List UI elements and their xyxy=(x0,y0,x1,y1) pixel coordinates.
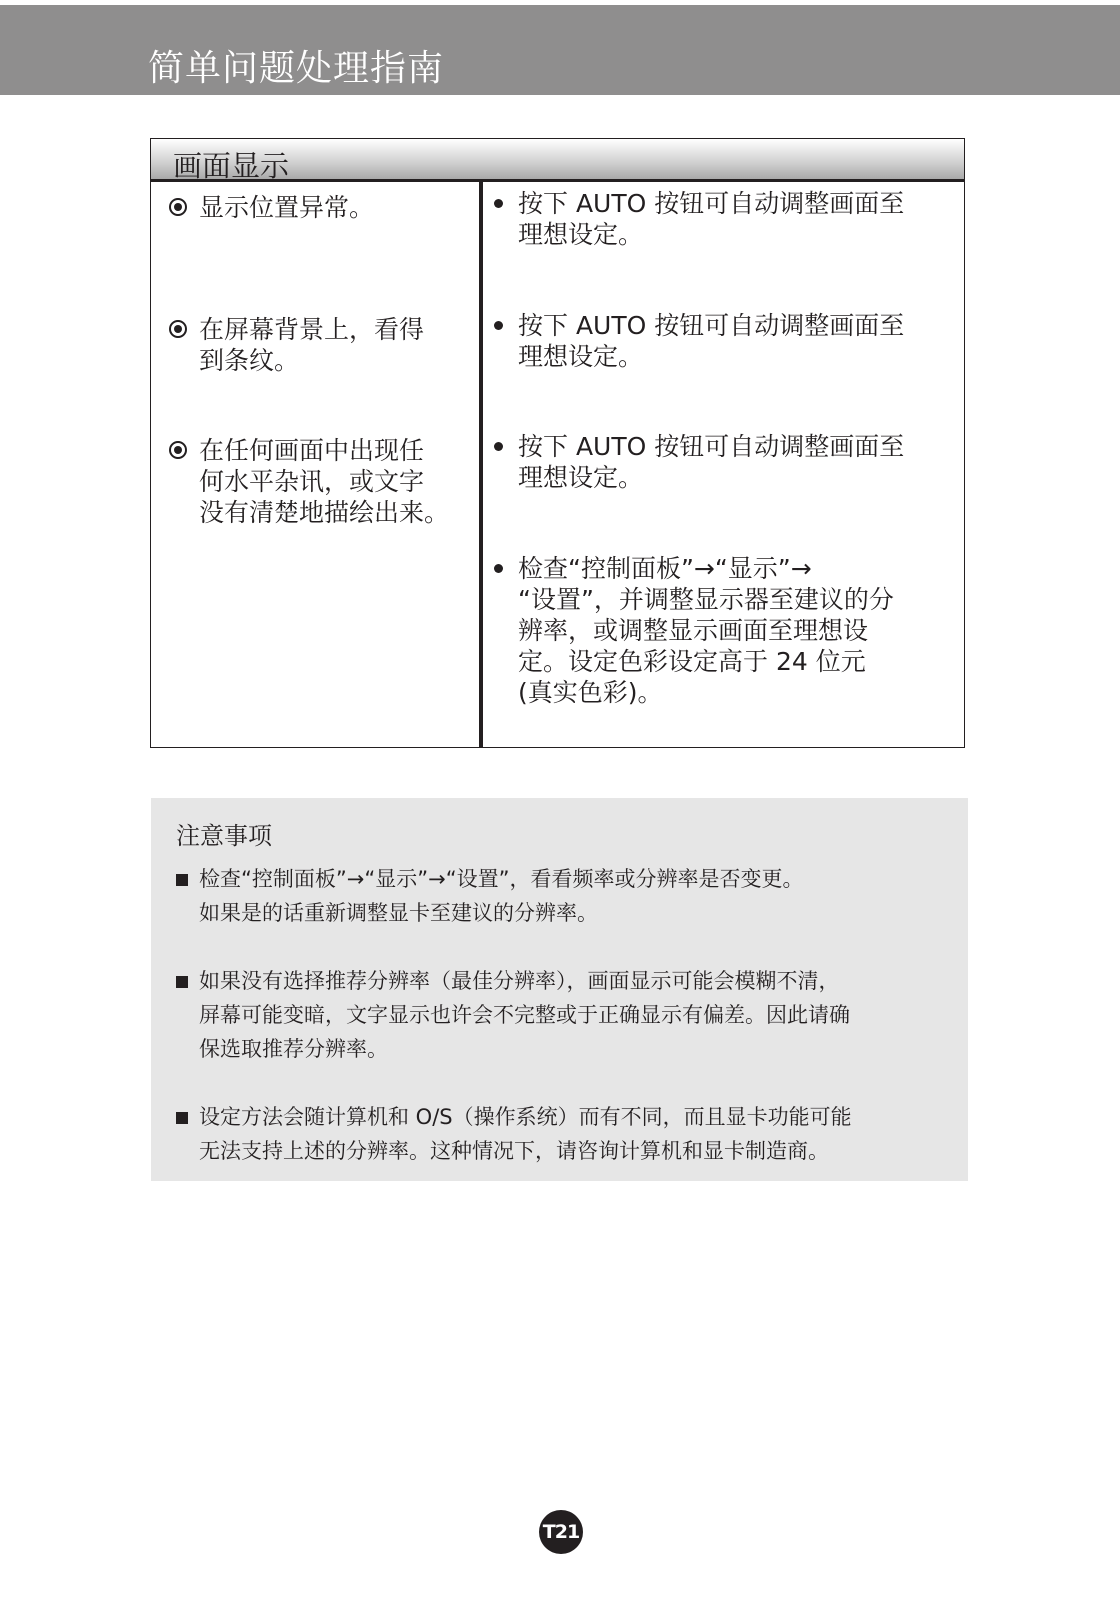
bullet-square-icon xyxy=(176,976,188,988)
solution-text: 按下 AUTO 按钮可自动调整画面至 理想设定。 xyxy=(518,311,905,371)
note-text: 设定方法会随计算机和 O/S（操作系统）而有不同，而且显卡功能可能 无法支持上述的分辨率。这种情况下，请咨询计算机和显卡制造商。 xyxy=(199,1105,852,1163)
bullet-square-icon xyxy=(176,874,188,886)
symptom-text: 在屏幕背景上，看得 到条纹。 xyxy=(199,315,425,375)
note-text: 检查“控制面板”→“显示”→“设置”，看看频率或分辨率是否变更。 如果是的话重新调整显卡至建议的分辨率。 xyxy=(199,867,804,925)
note-text: 如果没有选择推荐分辨率（最佳分辨率），画面显示可能会模糊不清， 屏幕可能变暗，文字显示也许会不完整或于正确显示有偏差。因此请确 保选取推荐分辨率。 xyxy=(199,969,850,1061)
page-number-badge: T21 xyxy=(539,1510,583,1554)
symptom-text: 在任何画面中出现任 何水平杂讯，或文字 没有清楚地描绘出来。 xyxy=(199,436,450,527)
page-title: 简单问题处理指南 xyxy=(148,48,445,89)
troubleshooting-table xyxy=(150,138,965,748)
notes-box xyxy=(151,798,968,1181)
symptom-text: 显示位置异常。 xyxy=(199,193,375,222)
solution-text: 检查“控制面板”→“显示”→ “设置”，并调整显示器至建议的分 辨率，或调整显示画面至理想设 定。设定色彩设定高于 24 位元 (真实色彩)。 xyxy=(518,554,894,707)
bullet-circle-icon xyxy=(169,441,187,459)
bullet-dot-icon xyxy=(494,442,503,451)
notes-title: 注意事项 xyxy=(176,822,272,850)
bullet-dot-icon xyxy=(494,199,503,208)
bullet-dot-icon xyxy=(494,321,503,330)
solution-text: 按下 AUTO 按钮可自动调整画面至 理想设定。 xyxy=(518,432,905,492)
table-heading: 画面显示 xyxy=(173,149,290,183)
column-divider xyxy=(479,182,483,748)
bullet-dot-icon xyxy=(494,564,503,573)
bullet-square-icon xyxy=(176,1112,188,1124)
solution-text: 按下 AUTO 按钮可自动调整画面至 理想设定。 xyxy=(518,189,905,249)
table-header xyxy=(151,139,964,182)
bullet-circle-icon xyxy=(169,320,187,338)
bullet-circle-icon xyxy=(169,198,187,216)
